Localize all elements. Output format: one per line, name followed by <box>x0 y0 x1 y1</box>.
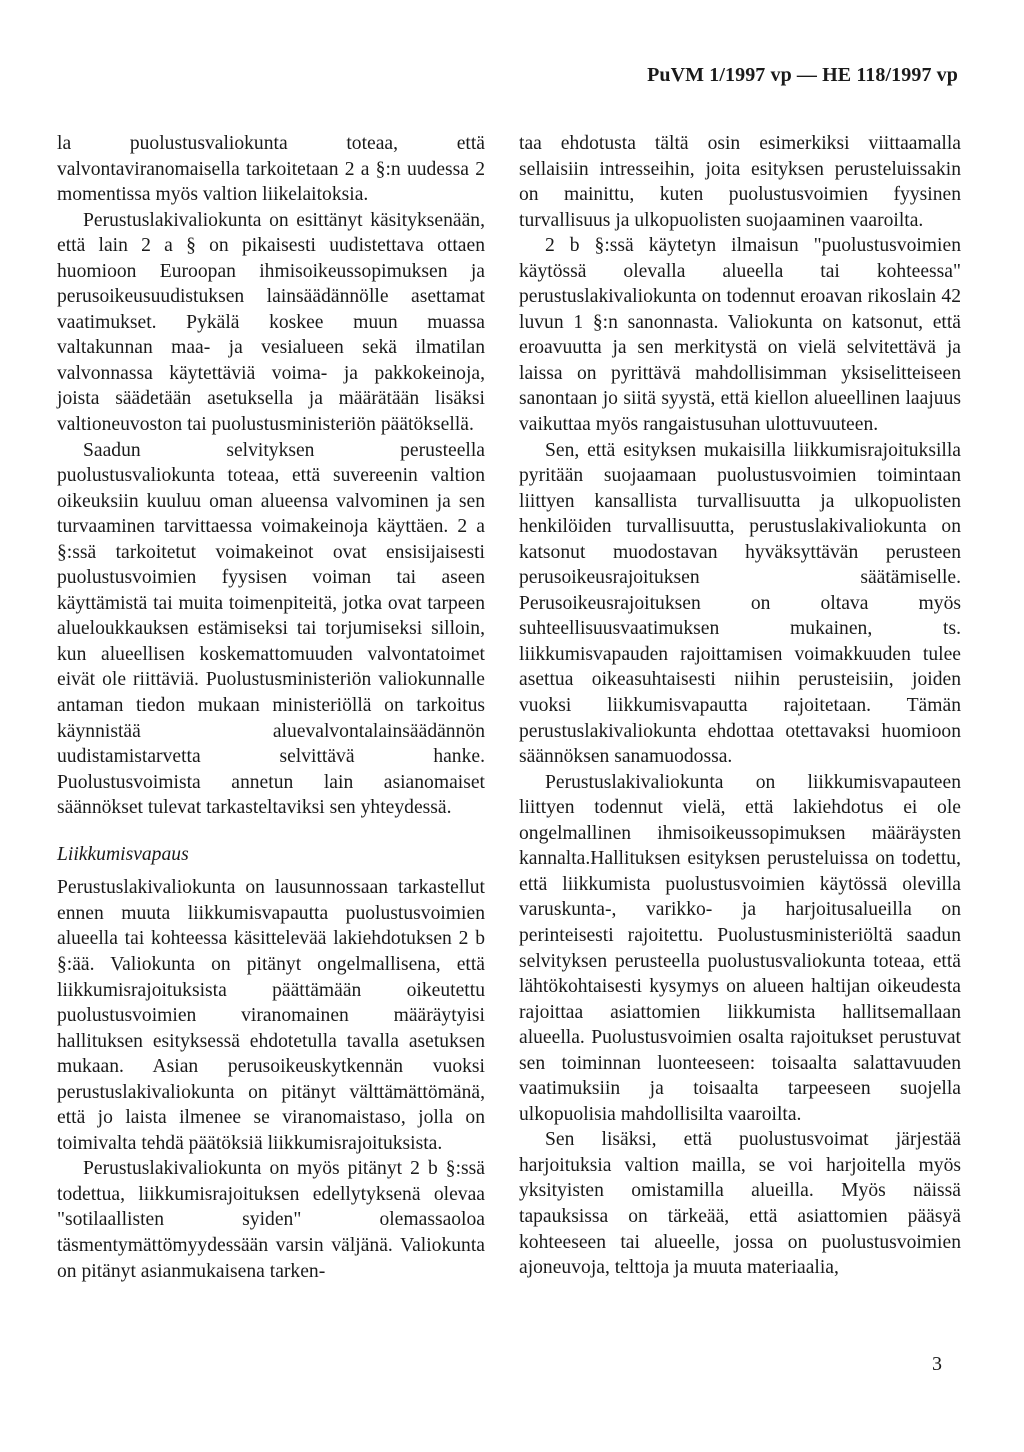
paragraph: Saadun selvityksen perusteella puolustusvaliokunta toteaa, että suvereenin valtion oikeuksiin kuuluu oman alueensa valvominen ja sen turvaaminen tarvittaessa voimakeinoja käyttäen. 2 a §:ssä tarkoitetut voimakeinot ovat ensisijaisesti puolustusvoimien fyysisen voiman tai aseen käyttämistä tai muita toimenpiteitä, jotka ovat tarpeen alueloukkauksen estämiseksi tai torjumiseksi silloin, kun alueellisen koskemattomuuden valvontatoimet eivät ole riittäviä. Puolustusministeriön valiokunnalle antaman tiedon mukaan ministeriöllä on tarkoitus käynnistää aluevalvontalainsäädännön uudistamistarvetta selvittävä hanke. Puolustusvoimista annetun lain asianomaiset säännökset tulevat tarkasteltaviksi sen yhteydessä. <box>57 439 485 819</box>
right-column <box>519 131 961 1281</box>
page-number: 3 <box>932 1353 942 1375</box>
paragraph: Sen lisäksi, että puolustusvoimat järjestää harjoituksia valtion mailla, se voi harjoitella myös yksityisten omistamilla alueilla. Myös näissä tapauksissa on tärkeää, että asiattomien pääsyä kohteeseen tai alueelle, jossa on puolustusvoimien ajoneuvoja, telttoja ja muuta materiaalia, <box>519 1129 961 1279</box>
left-column <box>57 131 485 1284</box>
running-header: PuVM 1/1997 vp — HE 118/1997 vp <box>647 64 958 86</box>
paragraph: la puolustusvaliokunta toteaa, että valvontaviranomaisella tarkoitetaan 2 a §:n uudessa 2 momentissa myös valtion liikelaitoksia. <box>57 133 485 206</box>
paragraph: Sen, että esityksen mukaisilla liikkumisrajoituksilla pyritään suojaamaan puolustusvoimien toimintaan liittyen kansallista turvallisuutta ja ulkopuolisten henkilöiden turvallisuutta, perustuslakivaliokunta on katsonut muodostavan hyväksyttävän perusteen perusoikeusrajoituksen säätämiselle. Perusoikeusrajoituksen on oltava myös suhteellisuusvaatimuksen mukainen, ts. liikkumisvapauden rajoittamisen voimakkuuden tulee asettua oikeasuhtaisesti niihin perusteisiin, joiden vuoksi liikkumisvapautta rajoitetaan. Tämän perustuslakivaliokunta ehdottaa otettavaksi huomioon säännöksen sanamuodossa. <box>519 439 961 768</box>
paragraph: Perustuslakivaliokunta on myös pitänyt 2 b §:ssä todettua, liikkumisrajoituksen edellytyksenä olevaa "sotilaallisten syiden" olemassaoloa täsmentymättömyydessään varsin väljänä. Valiokunta on pitänyt asianmukaisena tarken- <box>57 1158 485 1282</box>
paragraph: Perustuslakivaliokunta on lausunnossaan tarkastellut ennen muuta liikkumisvapautta puolustusvoimien alueella tai kohteessa käsittelevää lakiehdotuksen 2 b §:ää. Valiokunta on pitänyt ongelmallisena, että liikkumisrajoituksista päättämään oikeutettu puolustusvoimien viranomainen määräytyisi hallituksen esityksessä ehdotetulla tavalla asetuksen mukaan. Asian perusoikeuskytkennän vuoksi perustuslakivaliokunta on pitänyt välttämättömänä, että jo laista ilmenee se viranomaistaso, jolla on toimivalta tehdä päätöksiä liikkumisrajoituksista. <box>57 877 485 1154</box>
paragraph: taa ehdotusta tältä osin esimerkiksi viittaamalla sellaisiin intresseihin, joita esityksen perusteluissakin on mainittu, kuten puolustusvoimien fyysinen turvallisuus ja ulkopuolisten suojaaminen vaaroilta. <box>519 133 961 231</box>
paragraph: Perustuslakivaliokunta on liikkumisvapauteen liittyen todennut vielä, että lakiehdotus ei ole ongelmallinen ihmisoikeussopimuksen määräysten kannalta.Hallituksen esityksen perusteluissa on todettu, että liikkumista puolustusvoimien käytössä olevilla varuskunta-, varikko- ja harjoitusalueilla on perinteisesti rajoitettu. Puolustusministeriöltä saadun selvityksen perusteella puolustusvaliokunta toteaa, että lähtökohtaisesti kysymys on alueen haltijan oikeudesta rajoittaa asiattomien liikkumista hallitsemallaan alueella. Puolustusvoimien osalta rajoitukset perustuvat sen toiminnan luonteeseen: toisaalta salattavuuden vaatimuksiin ja toisaalta tarpeeseen suojella ulkopuolisia mahdollisilta vaaroilta. <box>519 771 961 1125</box>
section-heading: Liikkumisvapaus <box>57 843 189 865</box>
paragraph: Perustuslakivaliokunta on esittänyt käsityksenään, että lain 2 a § on pikaisesti uudistettava ottaen huomioon Euroopan ihmisoikeussopimuksen ja perusoikeusuudistuksen lainsäädännölle asettamat vaatimukset. Pykälä koskee muun muassa valtakunnan maa- ja vesialueen sekä ilmatilan valvonnassa käytettäviä voima- ja pakkokeinoja, joista säädetään asetuksella ja määrätään lisäksi valtioneuvoston tai puolustusministeriön päätöksellä. <box>57 209 485 436</box>
paragraph: 2 b §:ssä käytetyn ilmaisun "puolustusvoimien käytössä olevalla alueella tai kohteessa" perustuslakivaliokunta on todennut eroavan rikoslain 42 luvun 1 §:n sanonnasta. Valiokunta on katsonut, että eroavuutta ja sen merkitystä on vielä selvitettävä ja laissa on pyrittävä mahdollisimman yksiselitteiseen sanontaan jo siitä syystä, että kiellon alueellinen laajuus vaikuttaa myös rangaistusuhan ulottuvuuteen. <box>519 235 961 436</box>
